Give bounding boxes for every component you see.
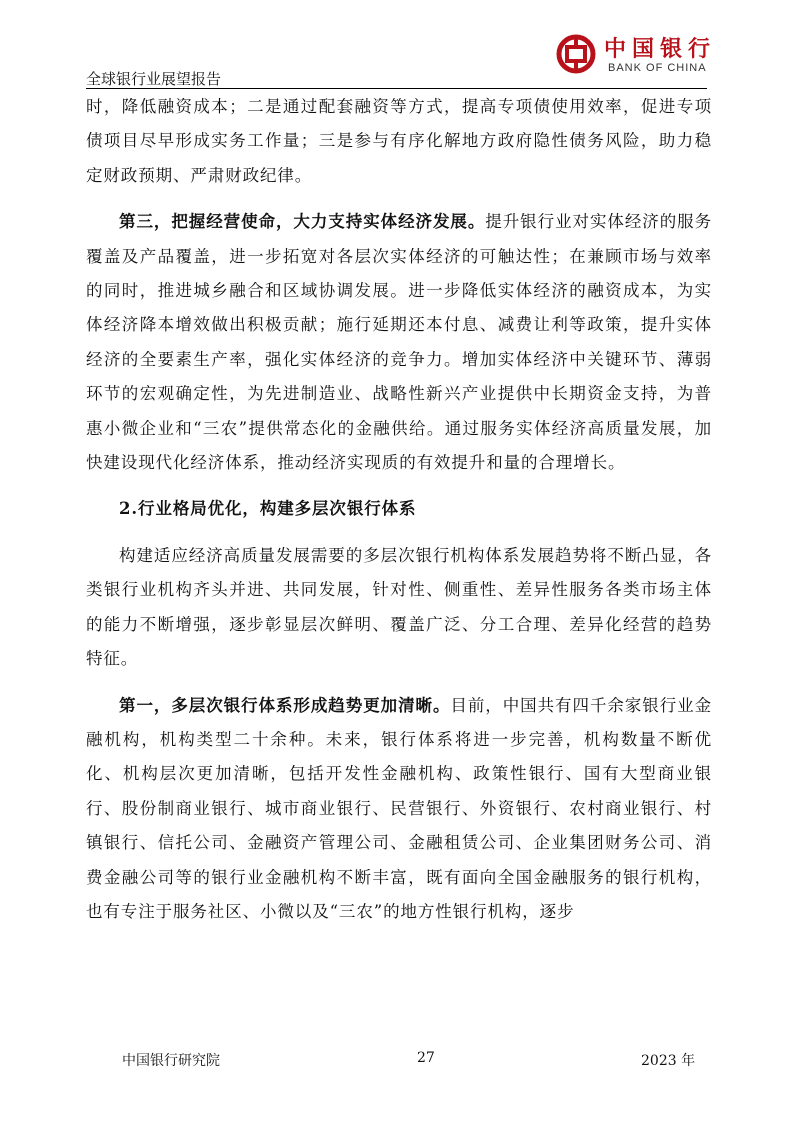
paragraph-section-intro: 构建适应经济高质量发展需要的多层次银行机构体系发展趋势将不断凸显，各类银行业机构齐头并进、共同发展，针对性、侧重性、差异性服务各类市场主体的能力不断增强，逐步彰显层次鲜明、覆盖广泛、分工合理、差异化经营的趋势特征。 <box>86 545 712 669</box>
paragraph-first-point <box>86 689 712 930</box>
paragraph-continued: 时，降低融资成本；二是通过配套融资等方式，提高专项债使用效率，促进专项债项目尽早形成实务工作量；三是参与有序化解地方政府隐性债务风险，助力稳定财政预期、严肃财政纪律。 <box>86 97 712 185</box>
page-body <box>86 90 712 929</box>
paragraph-text: 提升银行业对实体经济的服务覆盖及产品覆盖，进一步拓宽对各层次实体经济的可触达性；在兼顾市场与效率的同时，推进城乡融合和区域协调发展。进一步降低实体经济的融资成本，为实体经济降本增效做出积极贡献；施行延期还本付息、减费让利等政策，提升实体经济的全要素生产率，强化实体经济的竞争力。增加实体经济中关键环节、薄弱环节的宏观确定性，为先进制造业、战略性新兴产业提供中长期资金支持，为普惠小微企业和“三农”提供常态化的金融供给。通过服务实体经济高质量发展，加快建设现代化经济体系，推动经济实现质的有效提升和量的合理增长。 <box>86 212 713 473</box>
section-heading: 2.行业格局优化，构建多层次银行体系 <box>119 499 417 519</box>
logo-english-name: BANK OF CHINA <box>608 62 707 74</box>
paragraph-lead: 第一，多层次银行体系形成趋势更加清晰。 <box>119 695 451 715</box>
bank-of-china-logo <box>556 30 716 82</box>
header-divider <box>86 88 707 89</box>
report-title: 全球银行业展望报告 <box>86 70 222 88</box>
paragraph-third-point <box>86 205 712 480</box>
footer-year: 2023 年 <box>641 1053 696 1069</box>
paragraph-text: 目前，中国共有四千余家银行业金融机构，机构类型二十余种。未来，银行体系将进一步完善，机构数量不断优化、机构层次更加清晰，包括开发性金融机构、政策性银行、国有大型商业银行、股份制商业银行、城市商业银行、民营银行、外资银行、农村商业银行、村镇银行、信托公司、金融资产管理公司、金融租赁公司、企业集团财务公司、消费金融公司等的银行业金融机构不断丰富，既有面向全国金融服务的银行机构，也有专注于服务社区、小微以及“三农”的地方性银行机构，逐步 <box>86 695 712 921</box>
footer-page-number: 27 <box>417 1050 435 1066</box>
bank-of-china-emblem-icon <box>556 34 596 74</box>
footer-organization: 中国银行研究院 <box>122 1053 220 1069</box>
paragraph-lead: 第三，把握经营使命，大力支持实体经济发展。 <box>119 212 486 232</box>
logo-chinese-name: 中国银行 <box>604 36 717 62</box>
